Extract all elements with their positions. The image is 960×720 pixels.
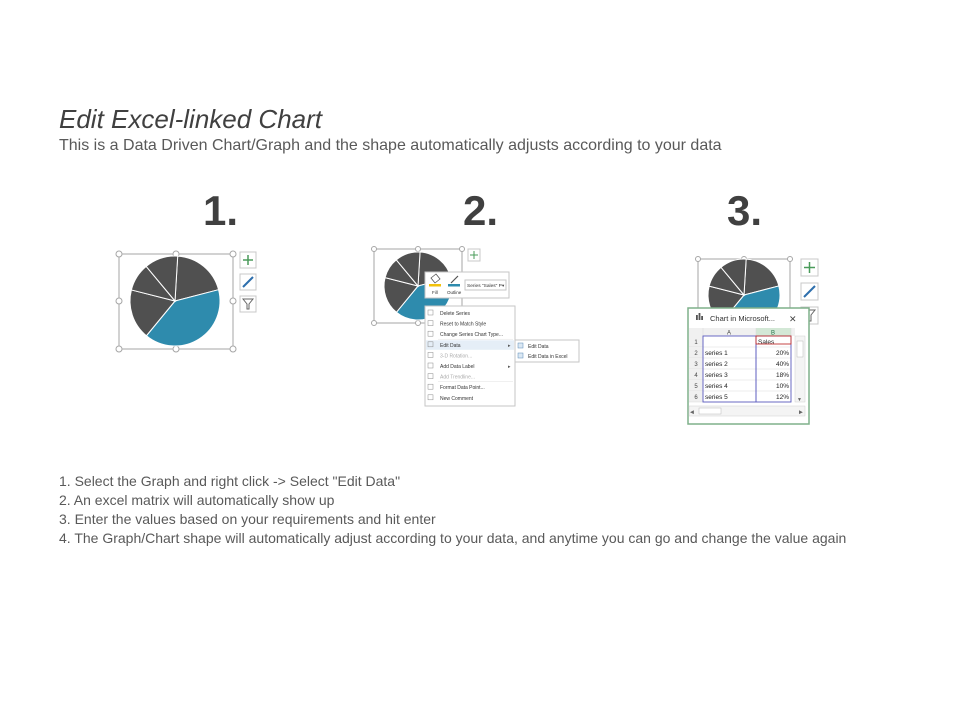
menu-item-3[interactable]: Change Series Chart Type... xyxy=(440,332,503,339)
step-number-1: 1. xyxy=(203,187,239,234)
outline-label: Outline xyxy=(447,290,462,295)
scroll-right-icon[interactable]: ▶ xyxy=(799,409,803,416)
menu-item-7[interactable]: Add Trendline... xyxy=(440,374,476,381)
instruction-1: 1. Select the Graph and right click -> Select "Edit Data" xyxy=(59,473,401,489)
row-header[interactable]: 1 xyxy=(694,340,698,346)
excel-window-title: Chart in Microsoft... xyxy=(710,314,776,323)
submenu-arrow-icon: ▸ xyxy=(508,342,511,349)
pie-chart-1[interactable] xyxy=(130,256,220,346)
cell-b[interactable]: 18% xyxy=(775,372,789,379)
cell-b[interactable]: 40% xyxy=(775,361,789,368)
row-header[interactable]: 4 xyxy=(694,373,698,379)
step2-context-menu-screenshot xyxy=(368,244,584,409)
column-header-a[interactable]: A xyxy=(726,330,732,337)
menu-item-1[interactable]: Delete Series xyxy=(440,311,471,317)
scroll-down-icon[interactable]: ▼ xyxy=(797,397,802,403)
row-header[interactable]: 2 xyxy=(694,351,698,357)
instruction-3: 3. Enter the values based on your requirements and hit enter xyxy=(59,511,436,527)
close-icon[interactable]: ✕ xyxy=(789,314,797,324)
chart-styles-icon[interactable] xyxy=(801,283,818,300)
cell-b[interactable]: Sales xyxy=(758,339,775,346)
column-header-b[interactable]: B xyxy=(770,330,776,337)
chart-filters-icon[interactable] xyxy=(240,296,256,312)
step-number-3: 3. xyxy=(727,187,763,234)
series-selector-label: Series "Sales" P xyxy=(467,284,502,289)
page-title: Edit Excel-linked Chart xyxy=(59,104,322,134)
grid-icon xyxy=(518,353,523,358)
menu-item-2[interactable]: Reset to Match Style xyxy=(440,321,487,328)
cell-a[interactable]: series 5 xyxy=(705,394,728,401)
page-subtitle: This is a Data Driven Chart/Graph and the shape automatically adjusts according to your data xyxy=(59,137,722,154)
cell-a[interactable]: series 2 xyxy=(705,361,728,368)
instruction-4: 4. The Graph/Chart shape will automatically adjust according to your data, and anytime you can go and change the value again xyxy=(59,530,847,546)
row-header[interactable]: 3 xyxy=(694,362,698,368)
cell-b[interactable]: 20% xyxy=(775,350,789,357)
cell-a[interactable]: series 4 xyxy=(705,383,728,390)
menu-item-4[interactable]: Edit Data xyxy=(440,342,461,349)
row-header[interactable]: 6 xyxy=(694,395,698,401)
cell-b[interactable]: 12% xyxy=(775,394,789,401)
chart-styles-icon[interactable] xyxy=(240,274,256,290)
instruction-2: 2. An excel matrix will automatically show up xyxy=(59,492,335,508)
chart-elements-icon[interactable] xyxy=(801,259,818,276)
submenu-item-2[interactable]: Edit Data in Excel xyxy=(528,354,568,360)
cell-a[interactable]: series 3 xyxy=(705,372,728,379)
scroll-left-icon[interactable]: ◀ xyxy=(690,409,694,416)
menu-item-6[interactable]: Add Data Label xyxy=(440,364,475,370)
step-number-2: 2. xyxy=(463,187,499,234)
menu-item-8[interactable]: Format Data Point... xyxy=(440,385,485,392)
chart-elements-icon[interactable] xyxy=(240,252,256,268)
menu-item-5[interactable]: 3-D Rotation... xyxy=(440,353,473,360)
submenu-item-1[interactable]: Edit Data xyxy=(528,344,549,350)
fill-label: Fill xyxy=(432,290,438,295)
cell-b[interactable]: 10% xyxy=(775,383,789,390)
row-header[interactable]: 5 xyxy=(694,384,698,390)
chevron-down-icon: ▾ xyxy=(502,283,505,288)
menu-item-9[interactable]: New Comment xyxy=(440,395,474,402)
submenu-arrow-icon: ▸ xyxy=(508,364,511,370)
grid-icon xyxy=(518,343,523,348)
cell-a[interactable]: series 1 xyxy=(705,350,728,357)
step1-chart-selected xyxy=(110,245,270,357)
step3-excel-screenshot xyxy=(685,253,825,428)
